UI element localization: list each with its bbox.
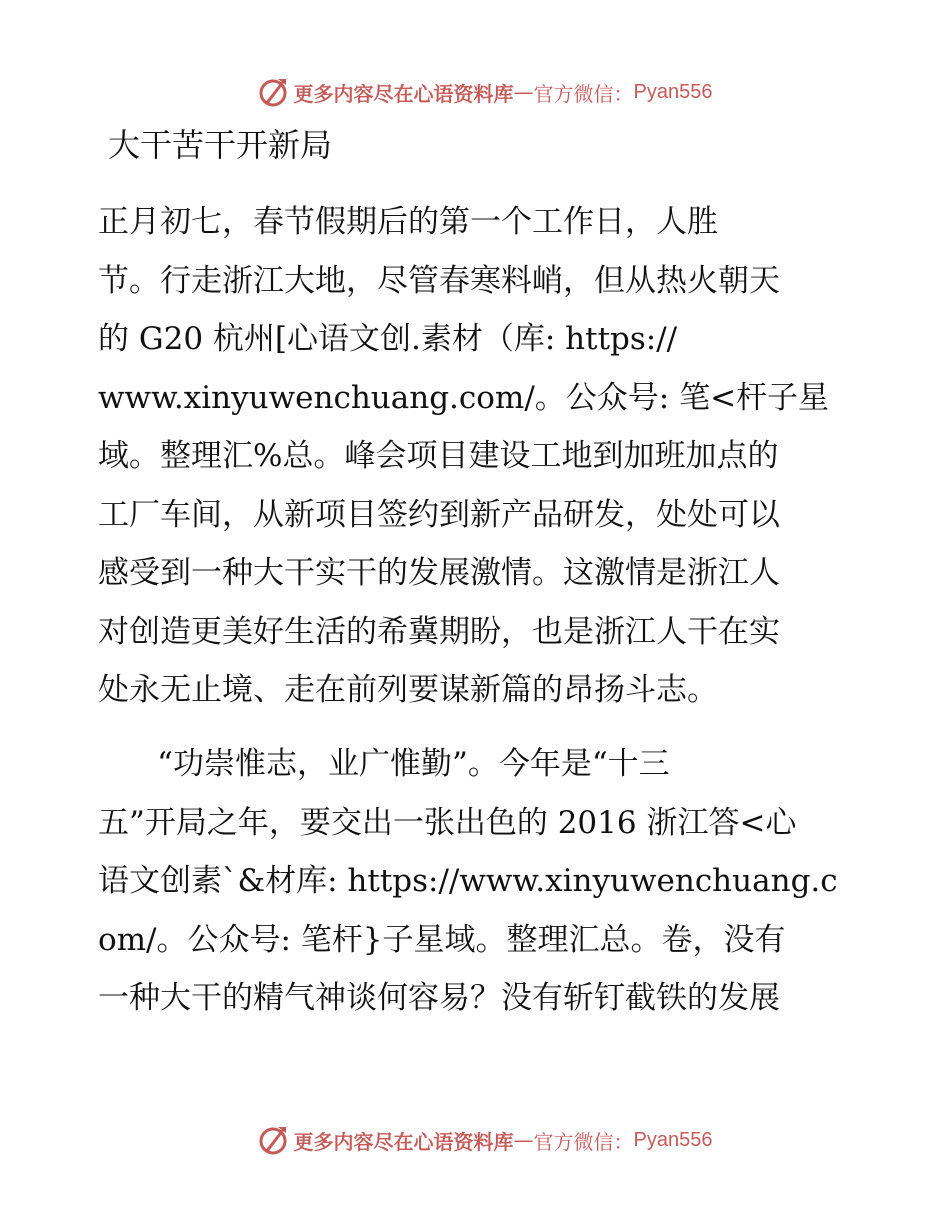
banner-wechat-id: Pyan556 (633, 1128, 713, 1151)
paragraph-line: 正月初七，春节假期后的第一个工作日，人胜 (98, 204, 718, 240)
footer-watermark-banner (0, 1118, 950, 1162)
paragraph-line: 语文创素`&材库: https://www.xinyuwenchuang.c (98, 863, 838, 899)
paragraph-line: 对创造更美好生活的希冀期盼，也是浙江人干在实 (98, 613, 780, 650)
banner-content (256, 75, 713, 109)
banner-wechat-id: Pyan556 (633, 80, 713, 103)
paragraph-line: 工厂车间，从新项目签约到新产品研发，处处可以 (98, 496, 780, 533)
banner-content (256, 1123, 713, 1157)
paragraph-line: 五”开局之年，要交出一张出色的 2016 浙江答<心 (98, 804, 797, 841)
document-title: 大干苦干开新局 (108, 126, 333, 164)
paragraph-line: om/。公众号: 笔杆}子星域。整理汇总。卷，没有 (98, 921, 786, 958)
paragraph-line: www.xinyuwenchuang.com/。公众号: 笔<杆子星 (98, 379, 830, 416)
paragraph-line: 一种大干的精气神谈何容易？没有斩钉截铁的发展 (98, 980, 780, 1016)
quill-logo-icon (256, 75, 290, 109)
banner-wechat-label: 官方微信： (533, 81, 634, 106)
banner-dash: — (513, 1128, 534, 1152)
banner-dash: — (513, 80, 534, 104)
quill-logo-icon (256, 1123, 290, 1157)
paragraph-line: 感受到一种大干实干的发展激情。这激情是浙江人 (98, 555, 780, 591)
banner-wechat-label: 官方微信： (533, 1129, 634, 1154)
paragraph-2 (98, 735, 858, 1028)
paragraph-line: 节。行走浙江大地，尽管春寒料峭，但从热火朝天 (98, 262, 780, 299)
paragraph-line: 域。整理汇%总。峰会项目建设工地到加班加点的 (98, 438, 779, 474)
paragraph-1 (98, 193, 858, 720)
paragraph-line: 的 G20 杭州[心语文创.素材（库: https:// (98, 321, 678, 357)
paragraph-line: 处永无止境、走在前列要谋新篇的昂扬斗志。 (98, 672, 718, 708)
banner-text: 更多内容尽在心语资料库 (293, 81, 514, 106)
paragraph-line: “功崇惟志，业广惟勤”。今年是“十三 (98, 746, 670, 782)
header-watermark-banner (0, 70, 950, 114)
banner-text: 更多内容尽在心语资料库 (293, 1129, 514, 1154)
